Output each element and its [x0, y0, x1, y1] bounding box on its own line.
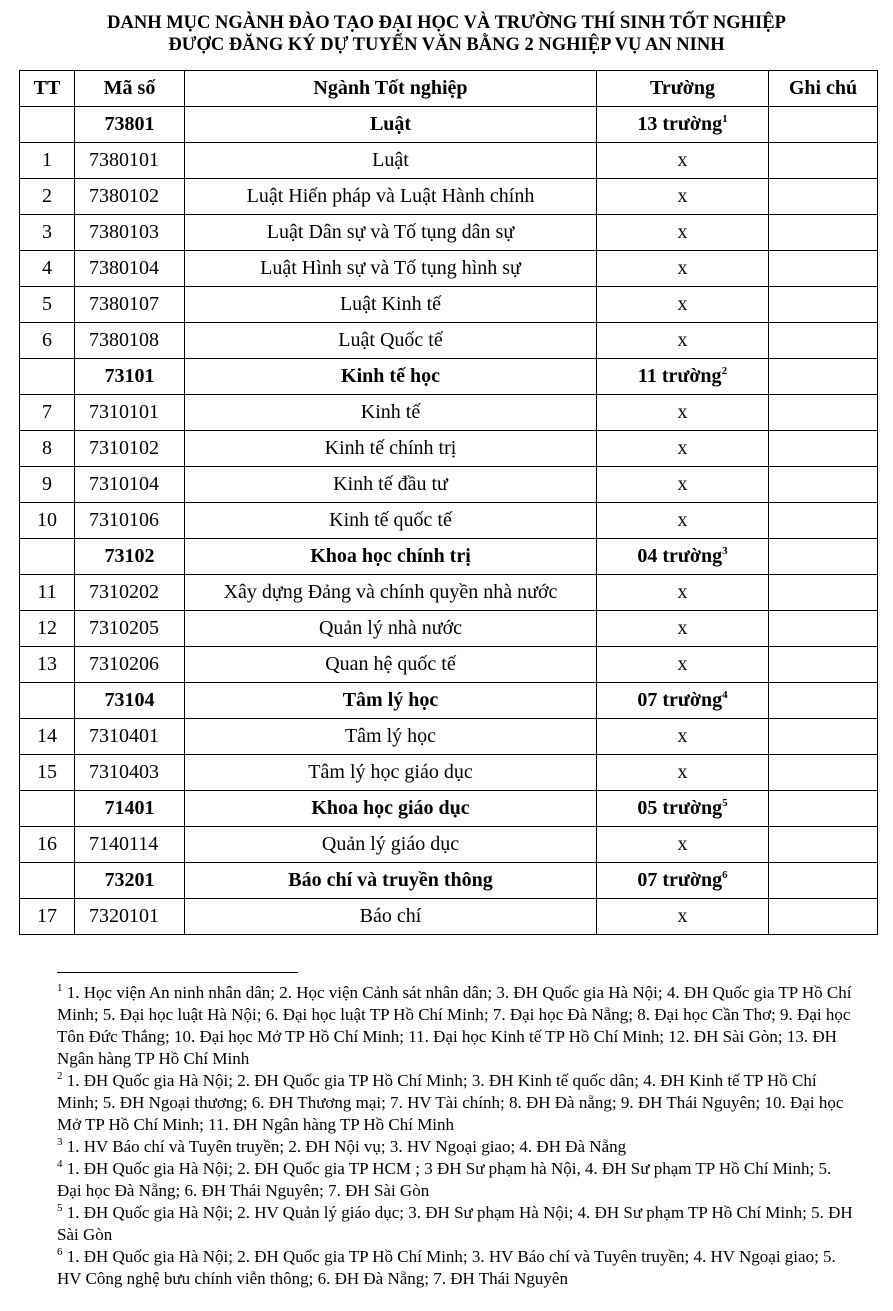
major-cell: Quan hệ quốc tế — [185, 647, 597, 683]
table-group-row — [20, 359, 878, 395]
footnote-text: 1. ĐH Quốc gia Hà Nội; 2. ĐH Quốc gia TP HCM ; 3 ĐH Sư phạm hà Nội, 4. ĐH Sư phạm TP Hồ Chí Minh; 5. Đại học Đà Nẵng; 6. ĐH Thái Nguyên; 7. ĐH Sài Gòn — [57, 1159, 832, 1200]
school-count-cell — [597, 683, 769, 719]
note-cell — [769, 143, 878, 179]
code-cell: 7310106 — [75, 503, 185, 539]
code-cell: 7310403 — [75, 755, 185, 791]
code-cell: 7380102 — [75, 179, 185, 215]
school-count-cell — [597, 107, 769, 143]
school-count: 11 trường — [637, 365, 722, 387]
table-group-row — [20, 683, 878, 719]
footnote-text: 1. Học viện An ninh nhân dân; 2. Học viện Cảnh sát nhân dân; 3. ĐH Quốc gia Hà Nội; 4. ĐH Quốc gia TP Hồ Chí Minh; 5. Đại học luật Hà Nội; 6. Đại học luật TP Hồ Chí Minh; 7. Đại học Đà Nẵng; 8. Đại học Cần Thơ; 9. Đại học Tôn Đức Thắng; 10. Đại học Mở TP Hồ Chí Minh; 11. Đại học Kinh tế TP Hồ Chí Minh; 12. ĐH Sài Gòn; 13. ĐH Ngân hàng TP Hồ Chí Minh — [57, 983, 852, 1068]
footnote-number: 5 — [57, 1202, 63, 1214]
tt-cell — [20, 107, 75, 143]
footnote-ref: 6 — [722, 869, 728, 881]
tt-cell: 15 — [20, 755, 75, 791]
school-mark-cell: x — [597, 575, 769, 611]
tt-cell: 13 — [20, 647, 75, 683]
code-cell: 7310205 — [75, 611, 185, 647]
major-cell: Luật — [185, 143, 597, 179]
tt-cell: 14 — [20, 719, 75, 755]
major-cell: Kinh tế học — [185, 359, 597, 395]
major-cell: Luật — [185, 107, 597, 143]
school-count: 13 trường — [637, 113, 723, 135]
header-school: Trường — [597, 71, 769, 107]
school-count-cell — [597, 791, 769, 827]
school-mark-cell: x — [597, 287, 769, 323]
school-count-cell — [597, 539, 769, 575]
header-note: Ghi chú — [769, 71, 878, 107]
title-line-2: ĐƯỢC ĐĂNG KÝ DỰ TUYỂN VĂN BẰNG 2 NGHIỆP VỤ AN NINH — [168, 35, 725, 55]
note-cell — [769, 863, 878, 899]
tt-cell: 17 — [20, 899, 75, 935]
code-cell: 7310401 — [75, 719, 185, 755]
school-mark-cell: x — [597, 899, 769, 935]
school-mark-cell: x — [597, 215, 769, 251]
table-group-row — [20, 863, 878, 899]
table-row — [20, 827, 878, 863]
footnote-number: 1 — [57, 982, 63, 994]
note-cell — [769, 323, 878, 359]
table-row — [20, 899, 878, 935]
table-row — [20, 755, 878, 791]
footnote — [57, 1070, 857, 1136]
code-cell: 73101 — [75, 359, 185, 395]
school-count: 07 trường — [637, 689, 723, 711]
tt-cell: 9 — [20, 467, 75, 503]
footnote-ref: 1 — [722, 113, 728, 125]
note-cell — [769, 179, 878, 215]
major-cell: Kinh tế quốc tế — [185, 503, 597, 539]
footnote-number: 4 — [57, 1158, 63, 1170]
school-mark-cell: x — [597, 719, 769, 755]
code-cell: 7380103 — [75, 215, 185, 251]
major-cell: Luật Hiến pháp và Luật Hành chính — [185, 179, 597, 215]
tt-cell: 1 — [20, 143, 75, 179]
note-cell — [769, 827, 878, 863]
table-row — [20, 431, 878, 467]
school-count: 04 trường — [637, 545, 723, 567]
major-cell: Xây dựng Đảng và chính quyền nhà nước — [185, 575, 597, 611]
footnote — [57, 982, 857, 1070]
tt-cell: 11 — [20, 575, 75, 611]
school-mark-cell: x — [597, 827, 769, 863]
code-cell: 7140114 — [75, 827, 185, 863]
note-cell — [769, 647, 878, 683]
table-header-row — [20, 71, 878, 107]
footnote-number: 2 — [57, 1070, 63, 1082]
school-mark-cell: x — [597, 611, 769, 647]
tt-cell: 7 — [20, 395, 75, 431]
footnote-separator — [57, 972, 298, 973]
major-cell: Quản lý giáo dục — [185, 827, 597, 863]
footnote — [57, 1158, 857, 1202]
table-row — [20, 395, 878, 431]
document-title — [0, 12, 893, 56]
footnote-text: 1. ĐH Quốc gia Hà Nội; 2. ĐH Quốc gia TP Hồ Chí Minh; 3. ĐH Kinh tế quốc dân; 4. ĐH Kinh tế TP Hồ Chí Minh; 5. ĐH Ngoại thương; 6. ĐH Thương mại; 7. HV Tài chính; 8. ĐH Đà nẵng; 9. ĐH Thái Nguyên; 10. Đại học Mở TP Hồ Chí Minh; 11. ĐH Ngân hàng TP Hồ Chí Minh — [57, 1071, 844, 1134]
footnote-ref: 4 — [722, 689, 728, 701]
school-count: 07 trường — [637, 869, 723, 891]
table-row — [20, 143, 878, 179]
tt-cell: 16 — [20, 827, 75, 863]
school-count: 05 trường — [637, 797, 723, 819]
table-row — [20, 611, 878, 647]
tt-cell — [20, 791, 75, 827]
major-cell: Khoa học chính trị — [185, 539, 597, 575]
table-group-row — [20, 107, 878, 143]
table-row — [20, 323, 878, 359]
majors-table — [19, 70, 878, 935]
tt-cell — [20, 683, 75, 719]
code-cell: 7310202 — [75, 575, 185, 611]
footnote — [57, 1202, 857, 1246]
tt-cell: 4 — [20, 251, 75, 287]
header-code: Mã số — [75, 71, 185, 107]
header-tt: TT — [20, 71, 75, 107]
footnote-ref: 3 — [722, 545, 728, 557]
code-cell: 7380104 — [75, 251, 185, 287]
code-cell: 7320101 — [75, 899, 185, 935]
note-cell — [769, 503, 878, 539]
table-row — [20, 719, 878, 755]
table-row — [20, 575, 878, 611]
school-mark-cell: x — [597, 323, 769, 359]
note-cell — [769, 395, 878, 431]
footnote-text: 1. HV Báo chí và Tuyên truyền; 2. ĐH Nội vụ; 3. HV Ngoại giao; 4. ĐH Đà Nẵng — [62, 1137, 627, 1156]
major-cell: Khoa học giáo dục — [185, 791, 597, 827]
major-cell: Kinh tế đầu tư — [185, 467, 597, 503]
school-mark-cell: x — [597, 467, 769, 503]
school-mark-cell: x — [597, 179, 769, 215]
school-mark-cell: x — [597, 431, 769, 467]
footnote-ref: 2 — [721, 365, 728, 377]
table-row — [20, 215, 878, 251]
school-count-cell — [597, 359, 769, 395]
major-cell: Kinh tế chính trị — [185, 431, 597, 467]
code-cell: 73801 — [75, 107, 185, 143]
major-cell: Luật Dân sự và Tố tụng dân sự — [185, 215, 597, 251]
note-cell — [769, 539, 878, 575]
code-cell: 7380101 — [75, 143, 185, 179]
code-cell: 73201 — [75, 863, 185, 899]
school-mark-cell: x — [597, 143, 769, 179]
note-cell — [769, 215, 878, 251]
code-cell: 73102 — [75, 539, 185, 575]
footnote — [57, 1136, 857, 1158]
code-cell: 7310102 — [75, 431, 185, 467]
major-cell: Tâm lý học — [185, 719, 597, 755]
school-count-cell — [597, 863, 769, 899]
footnote-number: 3 — [57, 1136, 63, 1148]
code-cell: 7310104 — [75, 467, 185, 503]
table-row — [20, 251, 878, 287]
school-mark-cell: x — [597, 503, 769, 539]
note-cell — [769, 755, 878, 791]
note-cell — [769, 575, 878, 611]
school-mark-cell: x — [597, 647, 769, 683]
code-cell: 7310101 — [75, 395, 185, 431]
tt-cell: 6 — [20, 323, 75, 359]
header-major: Ngành Tốt nghiệp — [185, 71, 597, 107]
note-cell — [769, 611, 878, 647]
note-cell — [769, 719, 878, 755]
table-body — [20, 107, 878, 935]
tt-cell — [20, 539, 75, 575]
footnote-number: 6 — [57, 1246, 63, 1258]
code-cell: 7310206 — [75, 647, 185, 683]
table-row — [20, 287, 878, 323]
footnote-ref: 5 — [722, 797, 728, 809]
note-cell — [769, 251, 878, 287]
major-cell: Luật Kinh tế — [185, 287, 597, 323]
school-mark-cell: x — [597, 395, 769, 431]
major-cell: Tâm lý học — [185, 683, 597, 719]
footnote-text: 1. ĐH Quốc gia Hà Nội; 2. HV Quản lý giáo dục; 3. ĐH Sư phạm Hà Nội; 4. ĐH Sư phạm TP Hồ Chí Minh; 5. ĐH Sài Gòn — [57, 1203, 853, 1244]
note-cell — [769, 359, 878, 395]
table-row — [20, 503, 878, 539]
table-row — [20, 179, 878, 215]
note-cell — [769, 287, 878, 323]
tt-cell: 5 — [20, 287, 75, 323]
major-cell: Luật Quốc tế — [185, 323, 597, 359]
tt-cell: 2 — [20, 179, 75, 215]
title-line-1: DANH MỤC NGÀNH ĐÀO TẠO ĐẠI HỌC VÀ TRƯỜNG THÍ SINH TỐT NGHIỆP — [107, 13, 786, 33]
tt-cell: 3 — [20, 215, 75, 251]
code-cell: 71401 — [75, 791, 185, 827]
major-cell: Quản lý nhà nước — [185, 611, 597, 647]
major-cell: Kinh tế — [185, 395, 597, 431]
footnote — [57, 1246, 857, 1290]
footnote-text: 1. ĐH Quốc gia Hà Nội; 2. ĐH Quốc gia TP Hồ Chí Minh; 3. HV Báo chí và Tuyên truyền; 4. HV Ngoại giao; 5. HV Công nghệ bưu chính viễn thông; 6. ĐH Đà Nẵng; 7. ĐH Thái Nguyên — [57, 1247, 836, 1288]
note-cell — [769, 899, 878, 935]
code-cell: 7380107 — [75, 287, 185, 323]
note-cell — [769, 107, 878, 143]
school-mark-cell: x — [597, 251, 769, 287]
code-cell: 73104 — [75, 683, 185, 719]
tt-cell — [20, 359, 75, 395]
major-cell: Tâm lý học giáo dục — [185, 755, 597, 791]
major-cell: Báo chí — [185, 899, 597, 935]
note-cell — [769, 431, 878, 467]
table-group-row — [20, 539, 878, 575]
code-cell: 7380108 — [75, 323, 185, 359]
table-row — [20, 647, 878, 683]
table-group-row — [20, 791, 878, 827]
major-cell: Luật Hình sự và Tố tụng hình sự — [185, 251, 597, 287]
tt-cell: 8 — [20, 431, 75, 467]
major-cell: Báo chí và truyền thông — [185, 863, 597, 899]
school-mark-cell: x — [597, 755, 769, 791]
tt-cell — [20, 863, 75, 899]
note-cell — [769, 683, 878, 719]
tt-cell: 12 — [20, 611, 75, 647]
footnotes — [57, 982, 857, 1290]
table-row — [20, 467, 878, 503]
note-cell — [769, 467, 878, 503]
tt-cell: 10 — [20, 503, 75, 539]
note-cell — [769, 791, 878, 827]
